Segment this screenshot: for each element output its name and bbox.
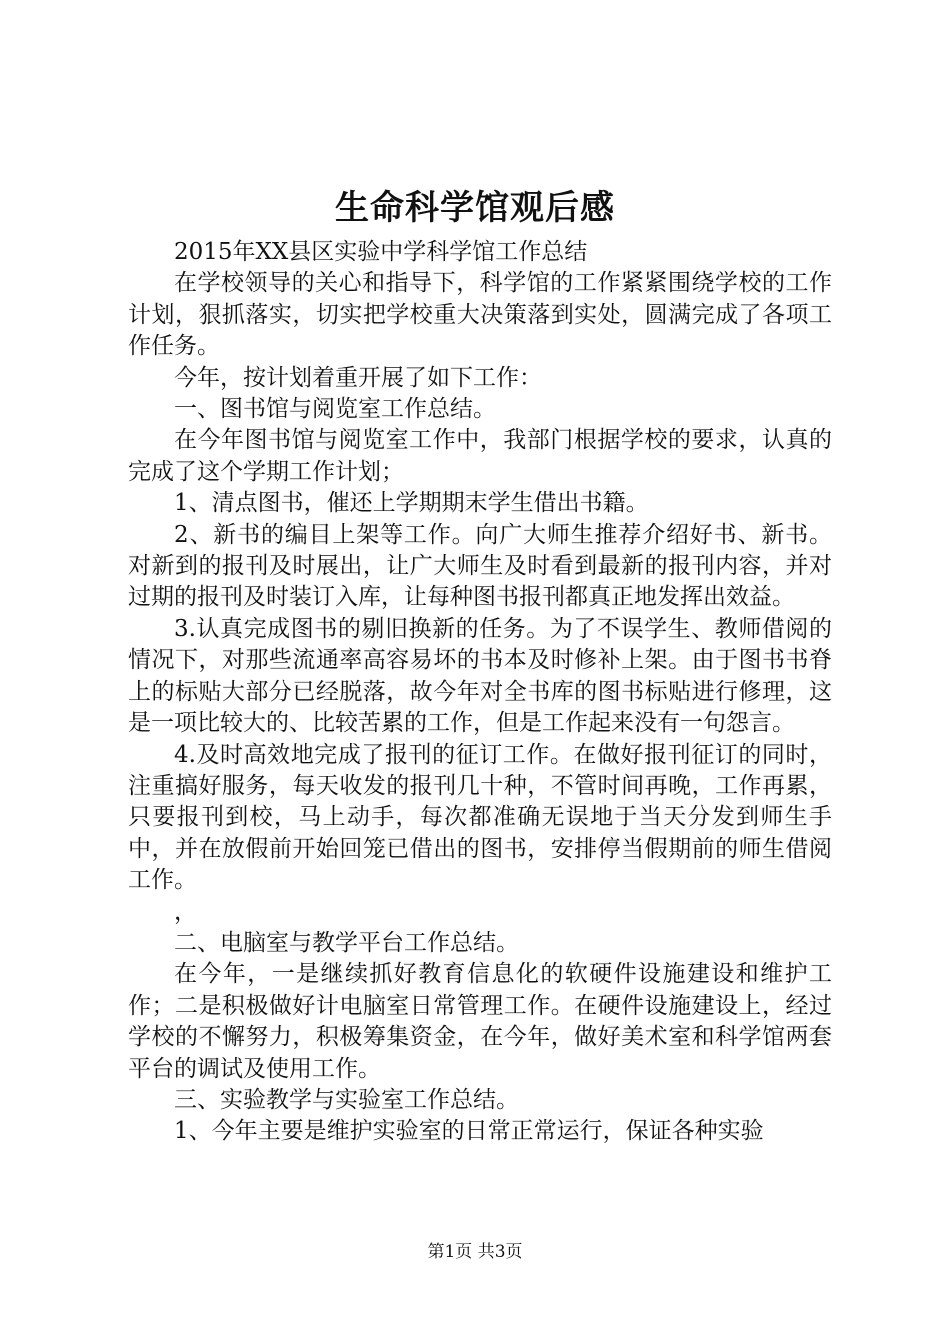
page-footer: 第1页 共3页 <box>427 1242 523 1262</box>
paragraph-intro: 在学校领导的关心和指导下，科学馆的工作紧紧围绕学校的工作计划，狠抓落实，切实把学校重大决策落到实处，圆满完成了各项工作任务。 <box>128 270 832 360</box>
section-heading-computer: 二、电脑室与教学平台工作总结。 <box>174 929 519 956</box>
list-item-3: 3.认真完成图书的剔旧换新的任务。为了不误学生、教师借阅的情况下，对那些流通率高容易坏的书本及时修补上架。由于图书书脊上的标贴大部分已经脱落，故今年对全书库的图书标贴进行修理，这是一项比较大的、比较苦累的工作，但是工作起来没有一句怨言。 <box>128 615 832 737</box>
list-item-1: 1、清点图书，催还上学期期末学生借出书籍。 <box>174 490 649 517</box>
document-body <box>128 237 832 1148</box>
section-heading-library: 一、图书馆与阅览室工作总结。 <box>174 396 496 423</box>
paragraph-computer: 在今年，一是继续抓好教育信息化的软硬件设施建设和维护工作；二是积极做好计电脑室日常管理工作。在硬件设施建设上，经过学校的不懈努力，积极筹集资金，在今年，做好美术室和科学馆两套平台的调试及使用工作。 <box>128 961 832 1082</box>
list-item-2: 2、新书的编目上架等工作。向广大师生推荐介绍好书、新书。对新到的报刊及时展出，让广大师生及时看到最新的报刊内容，并对过期的报刊及时装订入库，让每种图书报刊都真正地发挥出效益。 <box>128 521 832 611</box>
paragraph-plan: 今年，按计划着重开展了如下工作： <box>174 364 542 391</box>
stray-comma: ， <box>174 898 197 925</box>
paragraph-lab-1: 1、今年主要是维护实验室的日常正常运行，保证各种实验 <box>174 1118 764 1145</box>
list-item-4: 4.及时高效地完成了报刊的征订工作。在做好报刊征订的同时，注重搞好服务，每天收发的报刊几十种，不管时间再晚，工作再累，只要报刊到校，马上动手，每次都准确无误地于当天分发到师生手中，并在放假前开始回笼已借出的图书，安排停当假期前的师生借阅工作。 <box>128 741 832 894</box>
paragraph-heading: 2015年XX县区实验中学科学馆工作总结 <box>174 239 588 265</box>
paragraph-library-intro: 在今年图书馆与阅览室工作中，我部门根据学校的要求，认真的完成了这个学期工作计划； <box>128 427 832 485</box>
document-title: 生命科学馆观后感 <box>335 188 615 228</box>
section-heading-lab: 三、实验教学与实验室工作总结。 <box>174 1086 519 1113</box>
